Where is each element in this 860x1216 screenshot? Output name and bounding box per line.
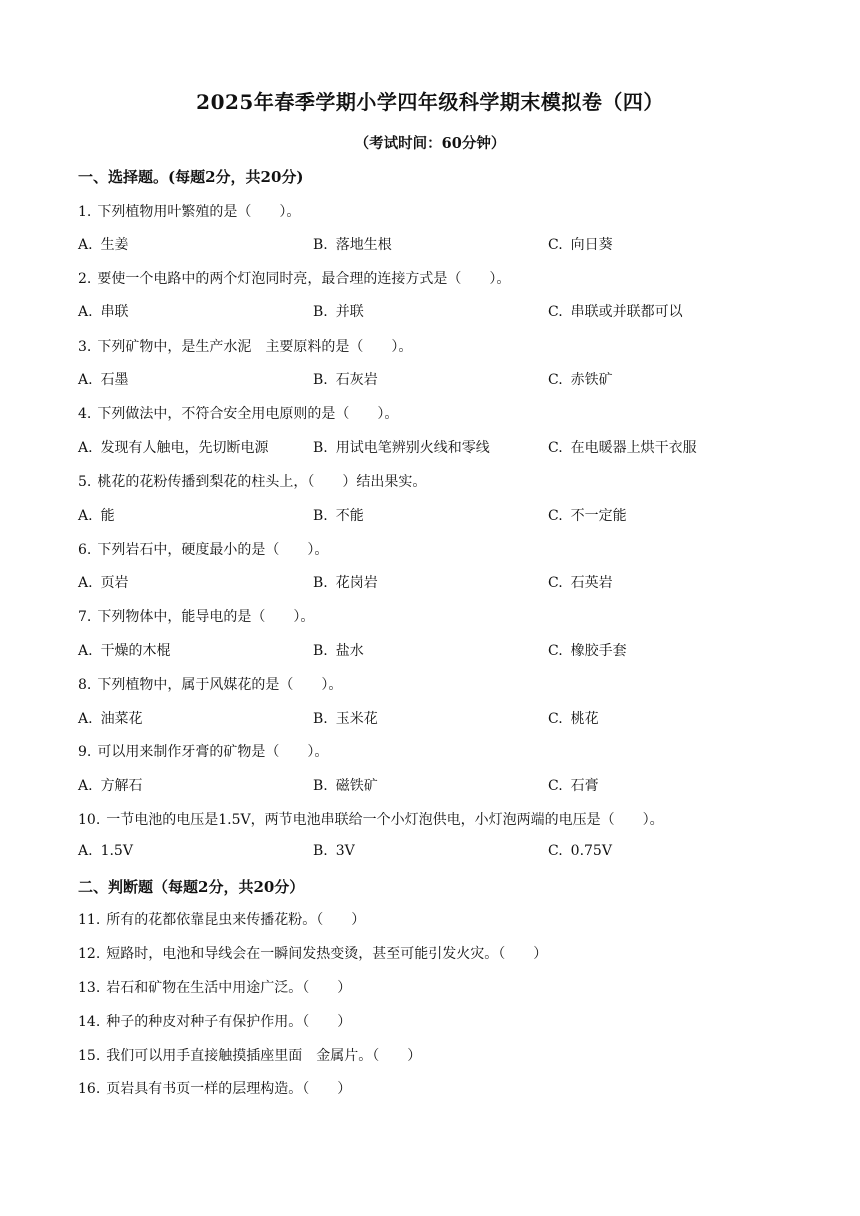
question-number: 9. (78, 744, 92, 760)
option-text: 不能 (335, 508, 364, 524)
option-text: 能 (100, 508, 115, 524)
question-4 (78, 403, 398, 423)
option-letter: A. (78, 643, 93, 659)
option-text: 橡胶手套 (570, 643, 627, 659)
question-16 (78, 1078, 351, 1098)
option-text: 石膏 (570, 778, 599, 794)
option-a (78, 572, 129, 592)
option-text: 页岩 (100, 575, 129, 591)
option-text: 油菜花 (100, 711, 143, 727)
question-text: 要使一个电路中的两个灯泡同时亮，最合理的连接方式是（ ）。 (97, 271, 511, 287)
option-text: 用试电笔辨别火线和零线 (335, 440, 490, 456)
question-number: 6. (78, 542, 92, 558)
question-text: 页岩具有书页一样的层理构造。（ ） (106, 1081, 352, 1097)
option-a (78, 843, 133, 859)
option-letter: B. (313, 575, 328, 591)
option-a (78, 775, 143, 795)
option-letter: A. (78, 237, 93, 253)
option-letter: C. (548, 304, 563, 320)
question-number: 2. (78, 271, 92, 287)
option-b (313, 234, 392, 254)
question-7 (78, 606, 314, 626)
option-letter: A. (78, 440, 93, 456)
option-letter: A. (78, 778, 93, 794)
option-text: 向日葵 (570, 237, 613, 253)
option-letter: B. (313, 711, 328, 727)
option-letter: A. (78, 575, 93, 591)
option-b (313, 301, 364, 321)
option-a (78, 437, 269, 457)
option-a (78, 708, 143, 728)
option-letter: C. (548, 372, 563, 388)
question-number: 4. (78, 406, 92, 422)
option-letter: C. (548, 711, 563, 727)
option-letter: B. (313, 843, 328, 859)
question-number: 12. (78, 946, 101, 962)
question-text: 下列物体中，能导电的是（ ）。 (97, 609, 315, 625)
question-number: 10. (78, 812, 101, 828)
option-text: 桃花 (570, 711, 599, 727)
option-text: 串联或并联都可以 (570, 304, 683, 320)
question-number: 13. (78, 980, 101, 996)
question-text: 下列矿物中，是生产水泥 主要原料的是（ ）。 (97, 339, 413, 355)
question-5 (78, 471, 426, 491)
option-text: 在电暖器上烘干衣服 (570, 440, 697, 456)
option-b (313, 640, 364, 660)
option-text: 不一定能 (570, 508, 627, 524)
option-letter: B. (313, 643, 328, 659)
question-text: 下列做法中，不符合安全用电原则的是（ ）。 (97, 406, 399, 422)
option-letter: A. (78, 843, 93, 859)
question-14 (78, 1011, 351, 1031)
option-c (548, 437, 697, 457)
option-b (313, 708, 378, 728)
option-text: 0.75V (570, 843, 612, 859)
option-b (313, 572, 378, 592)
option-letter: C. (548, 237, 563, 253)
option-letter: B. (313, 237, 328, 253)
option-letter: C. (548, 643, 563, 659)
option-letter: A. (78, 304, 93, 320)
option-b (313, 843, 355, 859)
option-c (548, 775, 599, 795)
question-6 (78, 539, 328, 559)
question-text: 岩石和矿物在生活中用途广泛。（ ） (106, 980, 352, 996)
question-number: 15. (78, 1048, 101, 1064)
question-1 (78, 201, 300, 221)
option-letter: C. (548, 843, 563, 859)
question-13 (78, 977, 351, 997)
option-c (548, 301, 683, 321)
option-text: 并联 (335, 304, 364, 320)
option-c (548, 843, 612, 859)
option-text: 方解石 (100, 778, 143, 794)
exam-duration: （考试时间：60分钟） (354, 135, 506, 152)
section-heading-choice: 一、选择题。(每题2分，共20分) (78, 168, 304, 186)
option-letter: B. (313, 508, 328, 524)
option-letter: A. (78, 508, 93, 524)
option-c (548, 505, 627, 525)
question-number: 14. (78, 1014, 101, 1030)
question-12 (78, 943, 547, 963)
option-b (313, 505, 364, 525)
question-9 (78, 741, 328, 761)
option-letter: B. (313, 372, 328, 388)
option-a (78, 640, 171, 660)
option-letter: B. (313, 304, 328, 320)
question-number: 3. (78, 339, 92, 355)
option-letter: A. (78, 711, 93, 727)
question-text: 所有的花都依靠昆虫来传播花粉。（ ） (106, 912, 366, 928)
question-number: 16. (78, 1081, 101, 1097)
question-3 (78, 336, 412, 356)
option-text: 发现有人触电，先切断电源 (100, 440, 269, 456)
question-number: 1. (78, 204, 92, 220)
option-text: 赤铁矿 (570, 372, 613, 388)
option-letter: C. (548, 440, 563, 456)
option-text: 石英岩 (570, 575, 613, 591)
question-number: 8. (78, 677, 92, 693)
option-text: 1.5V (100, 843, 133, 859)
question-text: 下列岩石中，硬度最小的是（ ）。 (97, 542, 329, 558)
option-a (78, 369, 129, 389)
option-c (548, 234, 613, 254)
question-text: 一节电池的电压是1.5V，两节电池串联给一个小灯泡供电，小灯泡两端的电压是（ ）。 (106, 812, 664, 828)
option-text: 磁铁矿 (335, 778, 378, 794)
question-number: 11. (78, 912, 101, 928)
option-letter: C. (548, 508, 563, 524)
option-b (313, 369, 378, 389)
question-text: 可以用来制作牙膏的矿物是（ ）。 (97, 744, 329, 760)
option-text: 落地生根 (335, 237, 392, 253)
section-heading-true-false: 二、判断题（每题2分，共20分） (78, 878, 305, 896)
option-letter: C. (548, 575, 563, 591)
question-15 (78, 1045, 421, 1065)
option-text: 玉米花 (335, 711, 378, 727)
question-2 (78, 268, 510, 288)
option-c (548, 708, 599, 728)
option-a (78, 234, 129, 254)
question-text: 下列植物中，属于风媒花的是（ ）。 (97, 677, 343, 693)
option-text: 石墨 (100, 372, 129, 388)
option-letter: A. (78, 372, 93, 388)
page-title: 2025年春季学期小学四年级科学期末模拟卷（四） (196, 90, 664, 114)
question-text: 桃花的花粉传播到梨花的柱头上，（ ）结出果实。 (97, 474, 427, 490)
option-c (548, 640, 627, 660)
option-letter: C. (548, 778, 563, 794)
option-c (548, 369, 613, 389)
question-text: 我们可以用手直接触摸插座里面 金属片。（ ） (106, 1048, 422, 1064)
question-8 (78, 674, 342, 694)
question-text: 种子的种皮对种子有保护作用。（ ） (106, 1014, 352, 1030)
question-text: 短路时，电池和导线会在一瞬间发热变烫，甚至可能引发火灾。（ ） (106, 946, 548, 962)
option-letter: B. (313, 440, 328, 456)
option-text: 3V (335, 843, 355, 859)
question-text: 下列植物用叶繁殖的是（ ）。 (97, 204, 301, 220)
option-text: 干燥的木棍 (100, 643, 171, 659)
question-number: 5. (78, 474, 92, 490)
option-text: 生姜 (100, 237, 129, 253)
option-text: 盐水 (335, 643, 364, 659)
option-text: 串联 (100, 304, 129, 320)
option-c (548, 572, 613, 592)
option-a (78, 301, 129, 321)
option-b (313, 775, 378, 795)
option-letter: B. (313, 778, 328, 794)
question-10 (78, 809, 664, 829)
question-number: 7. (78, 609, 92, 625)
option-b (313, 437, 490, 457)
option-text: 花岗岩 (335, 575, 378, 591)
option-text: 石灰岩 (335, 372, 378, 388)
option-a (78, 505, 115, 525)
question-11 (78, 909, 365, 929)
